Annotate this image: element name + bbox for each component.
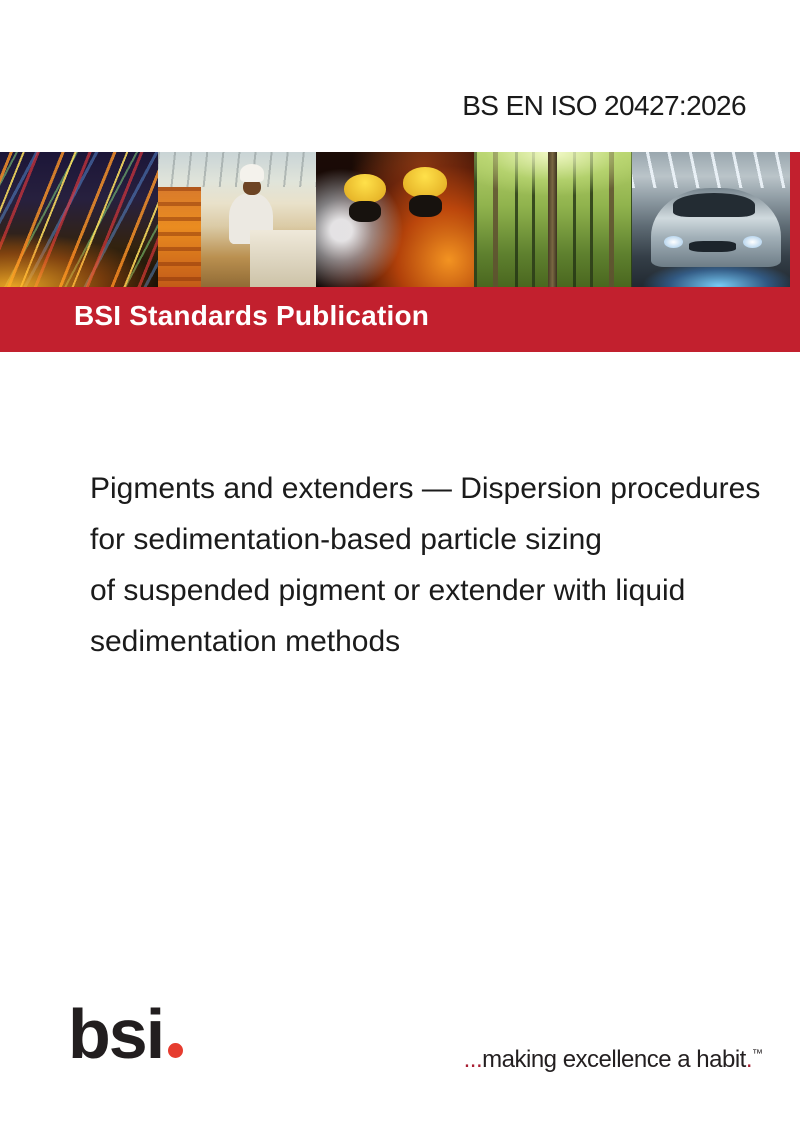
photo-forest xyxy=(474,152,632,287)
tagline-period: . xyxy=(745,1046,752,1073)
document-title xyxy=(90,463,760,667)
firefighter-helmet xyxy=(344,174,385,204)
tree-trunk xyxy=(548,152,557,287)
firefighter-helmet xyxy=(403,167,447,198)
car-grille xyxy=(689,241,736,252)
red-hero-band xyxy=(0,152,800,352)
standard-number: BS EN ISO 20427:2026 xyxy=(462,90,746,121)
factory-ceiling-lights xyxy=(632,152,790,188)
worker-cap xyxy=(240,164,264,182)
warehouse-counter xyxy=(250,230,316,287)
car-headlight xyxy=(743,236,762,248)
title-line-1: Pigments and extenders — Dispersion procedures xyxy=(90,472,761,505)
title-line-3: of suspended pigment or extender with liquid xyxy=(90,574,686,607)
warehouse-ceiling xyxy=(158,152,316,187)
firefighter-visor xyxy=(349,201,381,223)
photo-strip xyxy=(0,152,790,287)
bsi-logo-red-dot xyxy=(168,1043,183,1058)
car-headlight xyxy=(664,236,683,248)
bsi-logo xyxy=(68,995,183,1073)
photo-city-light-trails xyxy=(0,152,158,287)
firefighter-visor xyxy=(409,195,442,217)
tagline-ellipsis: ... xyxy=(463,1046,483,1073)
banner-title: BSI Standards Publication xyxy=(74,300,430,331)
tagline xyxy=(464,1046,763,1074)
car-windshield xyxy=(673,193,755,217)
photo-firefighters xyxy=(316,152,474,287)
photo-car-assembly xyxy=(632,152,790,287)
tagline-text: making excellence a habit xyxy=(482,1046,746,1073)
title-line-2: for sedimentation-based particle sizing xyxy=(90,523,602,556)
trademark-symbol: ™ xyxy=(752,1048,763,1060)
title-line-4: sedimentation methods xyxy=(90,625,401,658)
warehouse-crates xyxy=(158,187,201,287)
bsi-logo-text: bsi xyxy=(68,995,164,1073)
photo-warehouse-worker xyxy=(158,152,316,287)
